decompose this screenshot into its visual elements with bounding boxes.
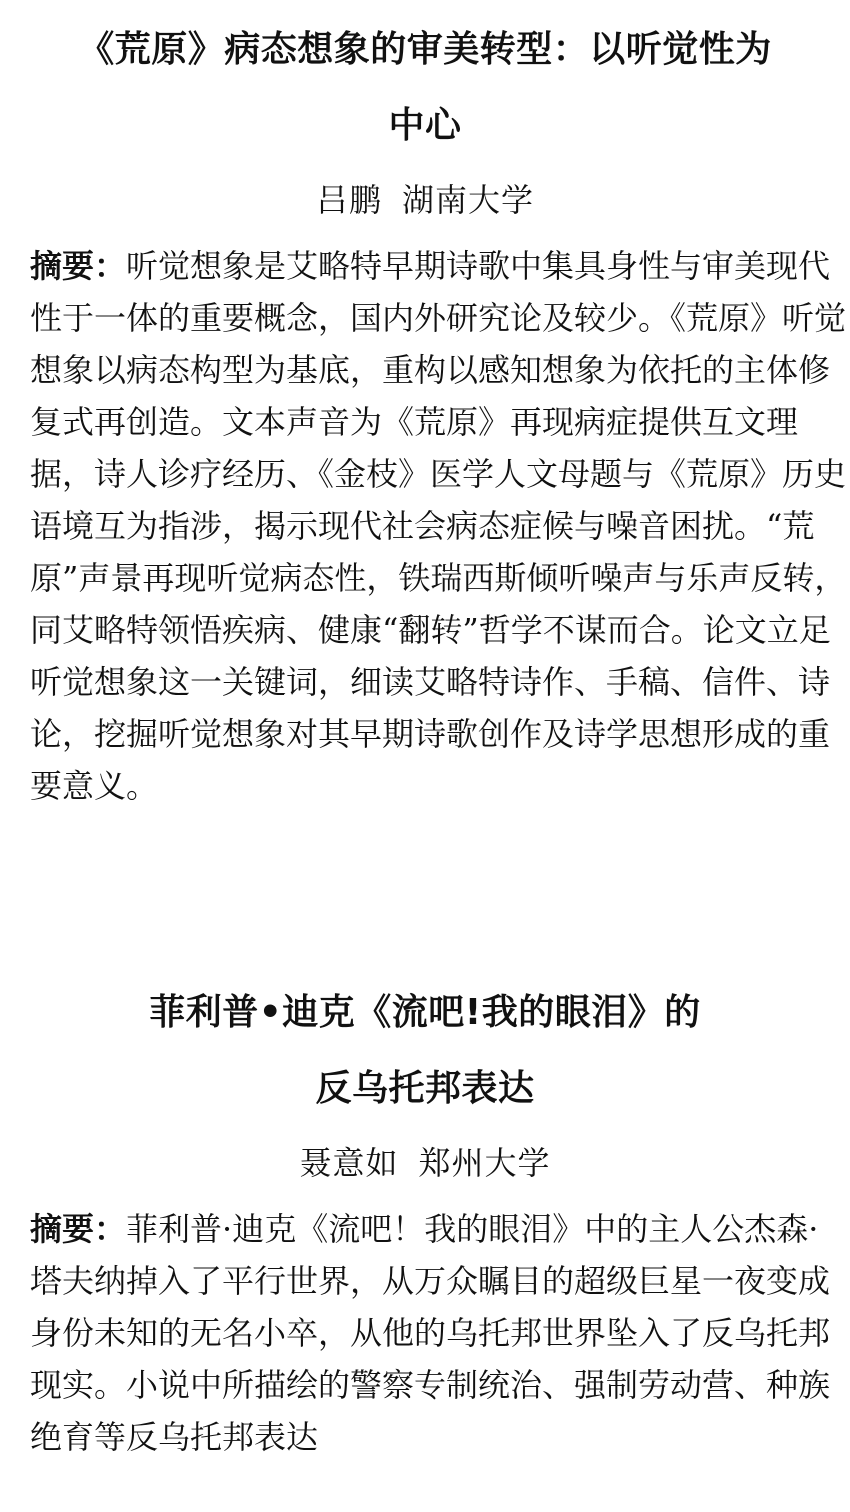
abstract-label: 摘要： (30, 247, 127, 285)
abstract-text: 听觉想象是艾略特早期诗歌中集具身性与审美现代性于一体的重要概念，国内外研究论及较少。《荒原》听觉想象以病态构型为基底，重构以感知想象为依托的主体修复式再创造。文本声音为《荒原》再现病症提供互文理据，诗人诊疗经历、《金枝》医学人文母题与《荒原》历史语境互为指涉，揭示现代社会病态症候与噪音困扰。“荒原”声景再现听觉病态性，铁瑞西斯倾听噪声与乐声反转，同艾略特领悟疾病、健康“翻转”哲学不谋而合。论文立足听觉想象这一关键词，细读艾略特诗作、手稿、信件、诗论，挖掘听觉想象对其早期诗歌创作及诗学思想形成的重要意义。 (30, 247, 847, 805)
article-1 (0, 12, 850, 812)
byline (0, 1143, 850, 1183)
article-title (30, 12, 820, 164)
title-line-2: 中心 (388, 105, 462, 146)
author-affiliation: 郑州大学 (418, 1144, 551, 1182)
author-affiliation: 湖南大学 (402, 181, 535, 219)
abstract-label: 摘要： (30, 1210, 127, 1248)
abstract (30, 240, 850, 812)
article-2 (0, 975, 850, 1463)
title-line-1: 菲利普•迪克《流吧!我的眼泪》的 (149, 992, 701, 1033)
author-name: 聂意如 (299, 1144, 399, 1182)
abstract-text: 菲利普·迪克《流吧！我的眼泪》中的主人公杰森·塔夫纳掉入了平行世界，从万众瞩目的超级巨星一夜变成身份未知的无名小卒，从他的乌托邦世界坠入了反乌托邦现实。小说中所描绘的警察专制统治、强制劳动营、种族绝育等反乌托邦表达 (30, 1210, 831, 1456)
byline (0, 180, 850, 220)
article-title (30, 975, 820, 1127)
abstract (30, 1203, 850, 1463)
author-name: 吕鹏 (315, 181, 382, 219)
title-line-1: 《荒原》病态想象的审美转型：以听觉性为 (78, 29, 772, 70)
title-line-2: 反乌托邦表达 (315, 1068, 535, 1109)
